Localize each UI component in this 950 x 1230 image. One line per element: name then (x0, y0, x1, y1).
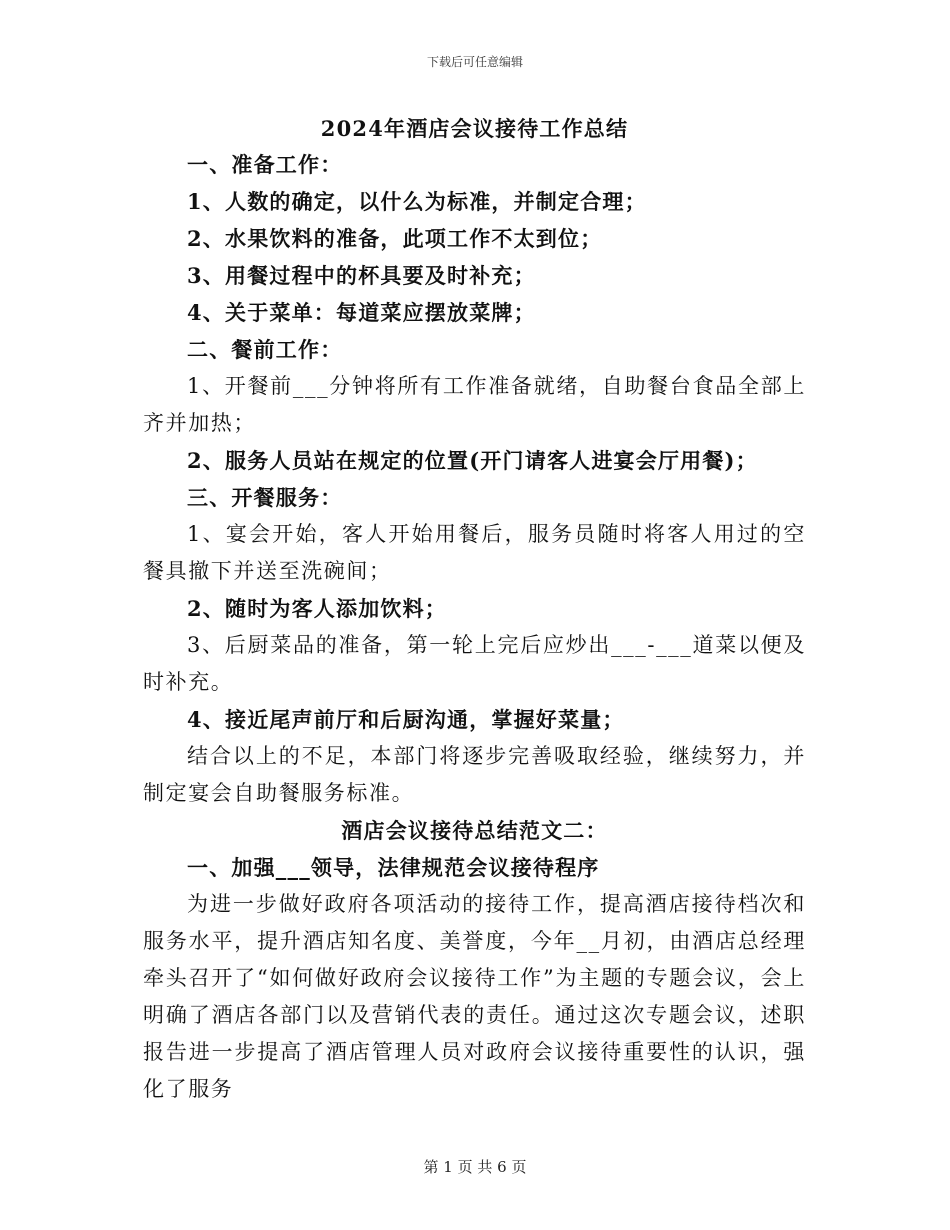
section-heading-before-meal: 二、餐前工作： (187, 337, 343, 362)
list-item: 2、随时为客人添加饮料； (187, 596, 448, 621)
header-note: 下载后可任意编辑 (426, 55, 523, 69)
section-subtitle: 酒店会议接待总结范文二： (341, 818, 608, 843)
paragraph: 为进一步做好政府各项活动的接待工作，提高酒店接待档次和服务水平，提升酒店知名度、美誉度，今年__月初，由酒店总经理牵头召开了“如何做好政府会议接待工作”为主题的专题会议，会上明确了酒店各部门以及营销代表的责任。通过这次专题会议，述职报告进一步提高了酒店管理人员对政府会议接待重要性的认识，强化了服务 (143, 892, 806, 1101)
list-item: 2、水果饮料的准备，此项工作不太到位； (187, 226, 603, 251)
section-heading-leadership: 一、加强___领导，法律规范会议接待程序 (187, 855, 600, 880)
list-item: 4、接近尾声前厅和后厨沟通，掌握好菜量； (187, 707, 625, 732)
paragraph: 1、开餐前___分钟将所有工作准备就绪，自助餐台食品全部上齐并加热； (143, 374, 806, 435)
paragraph: 1、宴会开始，客人开始用餐后，服务员随时将客人用过的空餐具撤下并送至洗碗间； (143, 522, 806, 583)
list-item: 4、关于菜单：每道菜应摆放菜牌； (187, 300, 536, 325)
paragraph: 结合以上的不足，本部门将逐步完善吸取经验，继续努力，并制定宴会自助餐服务标准。 (143, 744, 806, 805)
section-heading-prep: 一、准备工作： (187, 152, 343, 177)
section-heading-service: 三、开餐服务： (187, 485, 343, 510)
paragraph: 3、后厨菜品的准备，第一轮上完后应炒出___-___道菜以便及时补充。 (143, 633, 806, 694)
page-footer: 第 1 页 共 6 页 (423, 1158, 527, 1176)
list-item: 1、人数的确定，以什么为标准，并制定合理； (187, 189, 647, 214)
document-body (143, 112, 806, 1108)
document-title: 2024年酒店会议接待工作总结 (320, 116, 629, 141)
list-item: 2、服务人员站在规定的位置(开门请客人进宴会厅用餐)； (187, 448, 758, 473)
list-item: 3、用餐过程中的杯具要及时补充； (187, 263, 536, 288)
